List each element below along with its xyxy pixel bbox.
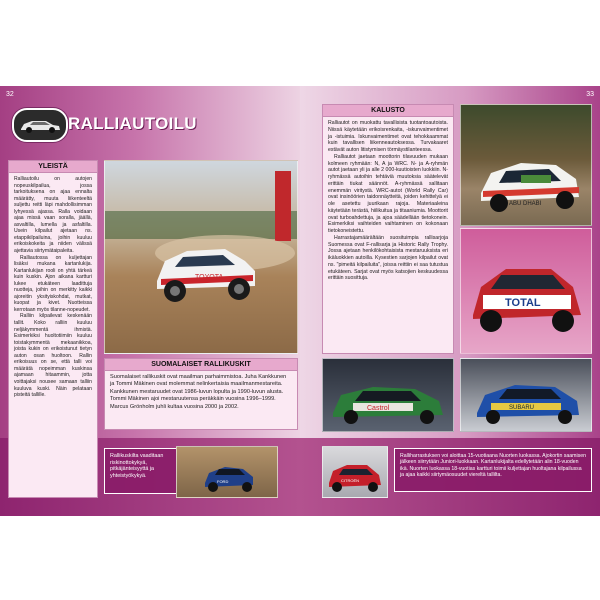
- finnish-drivers-box: [104, 358, 298, 430]
- car-livery-text: SUBARU: [509, 405, 535, 411]
- finnish-drivers-text: Suomalaiset rallikuskit ovat maailman parhaimmistoa. Juha Kankkunen ja Tommi Mäkinen ovat molemmat nelinkertaisia maailmanmestareita. Kankkunen mestaruudet ovat 1986-luvun lopulta ja 1990-luvun alusta. Tommi Mäkinen ajoi mestaruutensa peräkkäin vuosina 1996–1999. Marcus Grönholm juhli kultaa vuosina 2000 ja 2002.: [110, 374, 287, 410]
- citroen-small-photo: [322, 446, 388, 498]
- equipment-paragraph: Harrastajamäärältään suosituimpia rallisarjoja Suomessa ovat F-rallisarja ja Historic Rally Trophy. Jossa ajetaan henkilökohtaisista mestaruuksista eri ikäluokkien autoilla. Kysestien sarjojen kilpailut ovat ns. "pimeitä kilpailuita", joissa reittiin ei saa tutustua etukäteen. Sarjat ovat myös katsojien keskuudessa erittäin suosittuja.: [328, 234, 448, 282]
- car-livery-text: FORD: [217, 479, 229, 484]
- finnish-drivers-heading: SUOMALAISET RALLIKUSKIT: [105, 359, 297, 371]
- general-paragraph: Ralliautossa on kuljettajan lisäksi mukana kartanlukija. Kartanlukijan rooli on yhtä tärkeä kuin kuskin. Ajon aikana kartturi lukee etukäteen laadittuja nuotteja, joihin on merkitty kaikki ajoreitin yksityiskohdat, mutkat, kuopat ja kivet. Nuotteissa kerrotaan myös tilanne-nopeudet.: [14, 254, 92, 313]
- page-number-left: 32: [6, 91, 14, 98]
- magazine-spread: [0, 86, 600, 516]
- rally-car-icon: [12, 108, 68, 142]
- general-paragraph: Ralliautoilu on autojen nopeuskilpailua, jossa tarkoituksena on ajaa ennalta määrätty, muuta liikenteeltä suljettu reitti läpi mahdollisimman lyhyessä ajassa. Ralla voidaan ajaa missä vaan soralla, jäällä, asvaltilla, lumella ja asfaltilla. Usein kilpailut ajetaan ns. etappikilpailuina, joihin kuuluu erikoiskokeita ja niiden välissä ajettavia siirtymätaipaleita.: [14, 176, 92, 255]
- right-caption: Ralliharrastuksen voi aloittaa 15-vuotiaana Nuorten luokassa. Ajokortin saamisen jälkeen siirrytään Juniori-luokkaan. Kartanlukijalta edellytetään alin 18-vuoden ikä. Nuorten luokassa 18-vuotias kartturi toimii kuljettajan huoltajana kilpailussa ja ajaa kaikki siirtymäosuudet viereltä tallilta.: [394, 448, 592, 492]
- equipment-paragraph: Ralliautot on muokattu tavallisista tuotantoautoista. Niissä käytetään erikoisrenkaita, -iskunvaimentimet ja -istuimia. Iskunvaimentimet ovat tehokkaammat kuin tavallisen liikenneautoksessa. Turvakaaret estävät auton litistymisen törmäystilanteessa.: [328, 120, 448, 153]
- car-livery-text: ABU DHABI: [509, 201, 542, 207]
- ford-fiesta-rally-photo: [176, 446, 278, 498]
- rally-jump-photo: [104, 160, 298, 354]
- car-livery-text: TOTAL: [505, 297, 541, 309]
- ford-focus-rally-photo: [460, 104, 592, 226]
- car-livery-text: Castrol: [367, 405, 390, 412]
- car-livery-text: TOYOTA: [195, 274, 224, 281]
- subaru-impreza-photo: [460, 358, 592, 432]
- page-title: RALLIAUTOILU: [68, 114, 197, 133]
- general-heading: YLEISTÄ: [9, 161, 97, 173]
- castrol-ford-photo: [322, 358, 454, 432]
- left-caption: Rallikuskilta vaaditaan riskinottokykyä, pitkäjänteisyyttä ja yhteistyökykyä.: [104, 448, 180, 494]
- citroen-ds3-photo: [460, 228, 592, 354]
- equipment-paragraph: Ralliautot jaetaan moottorin tilavuuden mukaan kolmeen ryhmään: N, A ja WRC. N- ja A-ryhmän autot jaetaan yli ja alle 2 000-kuutioisten luokkiin. N-ryhmässä autoihin tehtäviä muutoksia säätelevät erittäin tiukat säännöt. A-ryhmässä sallitaan enemmän viritystä. WRC-autot (World Rally Car) ovat insinöörien taidonnäytteitä, joiden kehittelyä ei ole asetettu juurikaan rajoja. Materiaaleina käytetään terästä, hiilikuitua ja titaaniumia. Moottorit ovat turboahdettuja, ja ajoa säädellään tietokonein. Esimerkiksi vaihteiden vaihtaminen on kokonaan tietokoneistettu.: [328, 153, 448, 234]
- general-paragraph: Ralliin kilpailevat keskenään tallit. Koko ralliin kuuluu neljäkymmentä ihmistä. Esimerkiksi huoltotiimiin kuuluu toistakymmentä mekaanikkoa, joista kukin on erikoistunut tietyn auton osan huoltoon. Rallin erikoisuus on se, että talli voi määrätä nopeimman kuskinsa ajamaan hitaammin, jotta voittajaksi nousee samaan talliin kuuluva kuski. Näin pelataan pisteitä tallille.: [14, 313, 92, 399]
- car-livery-text: CITROËN: [341, 478, 359, 483]
- equipment-heading: KALUSTO: [323, 105, 453, 117]
- equipment-box: [322, 104, 454, 354]
- general-box: [8, 160, 98, 498]
- page-number-right: 33: [586, 91, 594, 98]
